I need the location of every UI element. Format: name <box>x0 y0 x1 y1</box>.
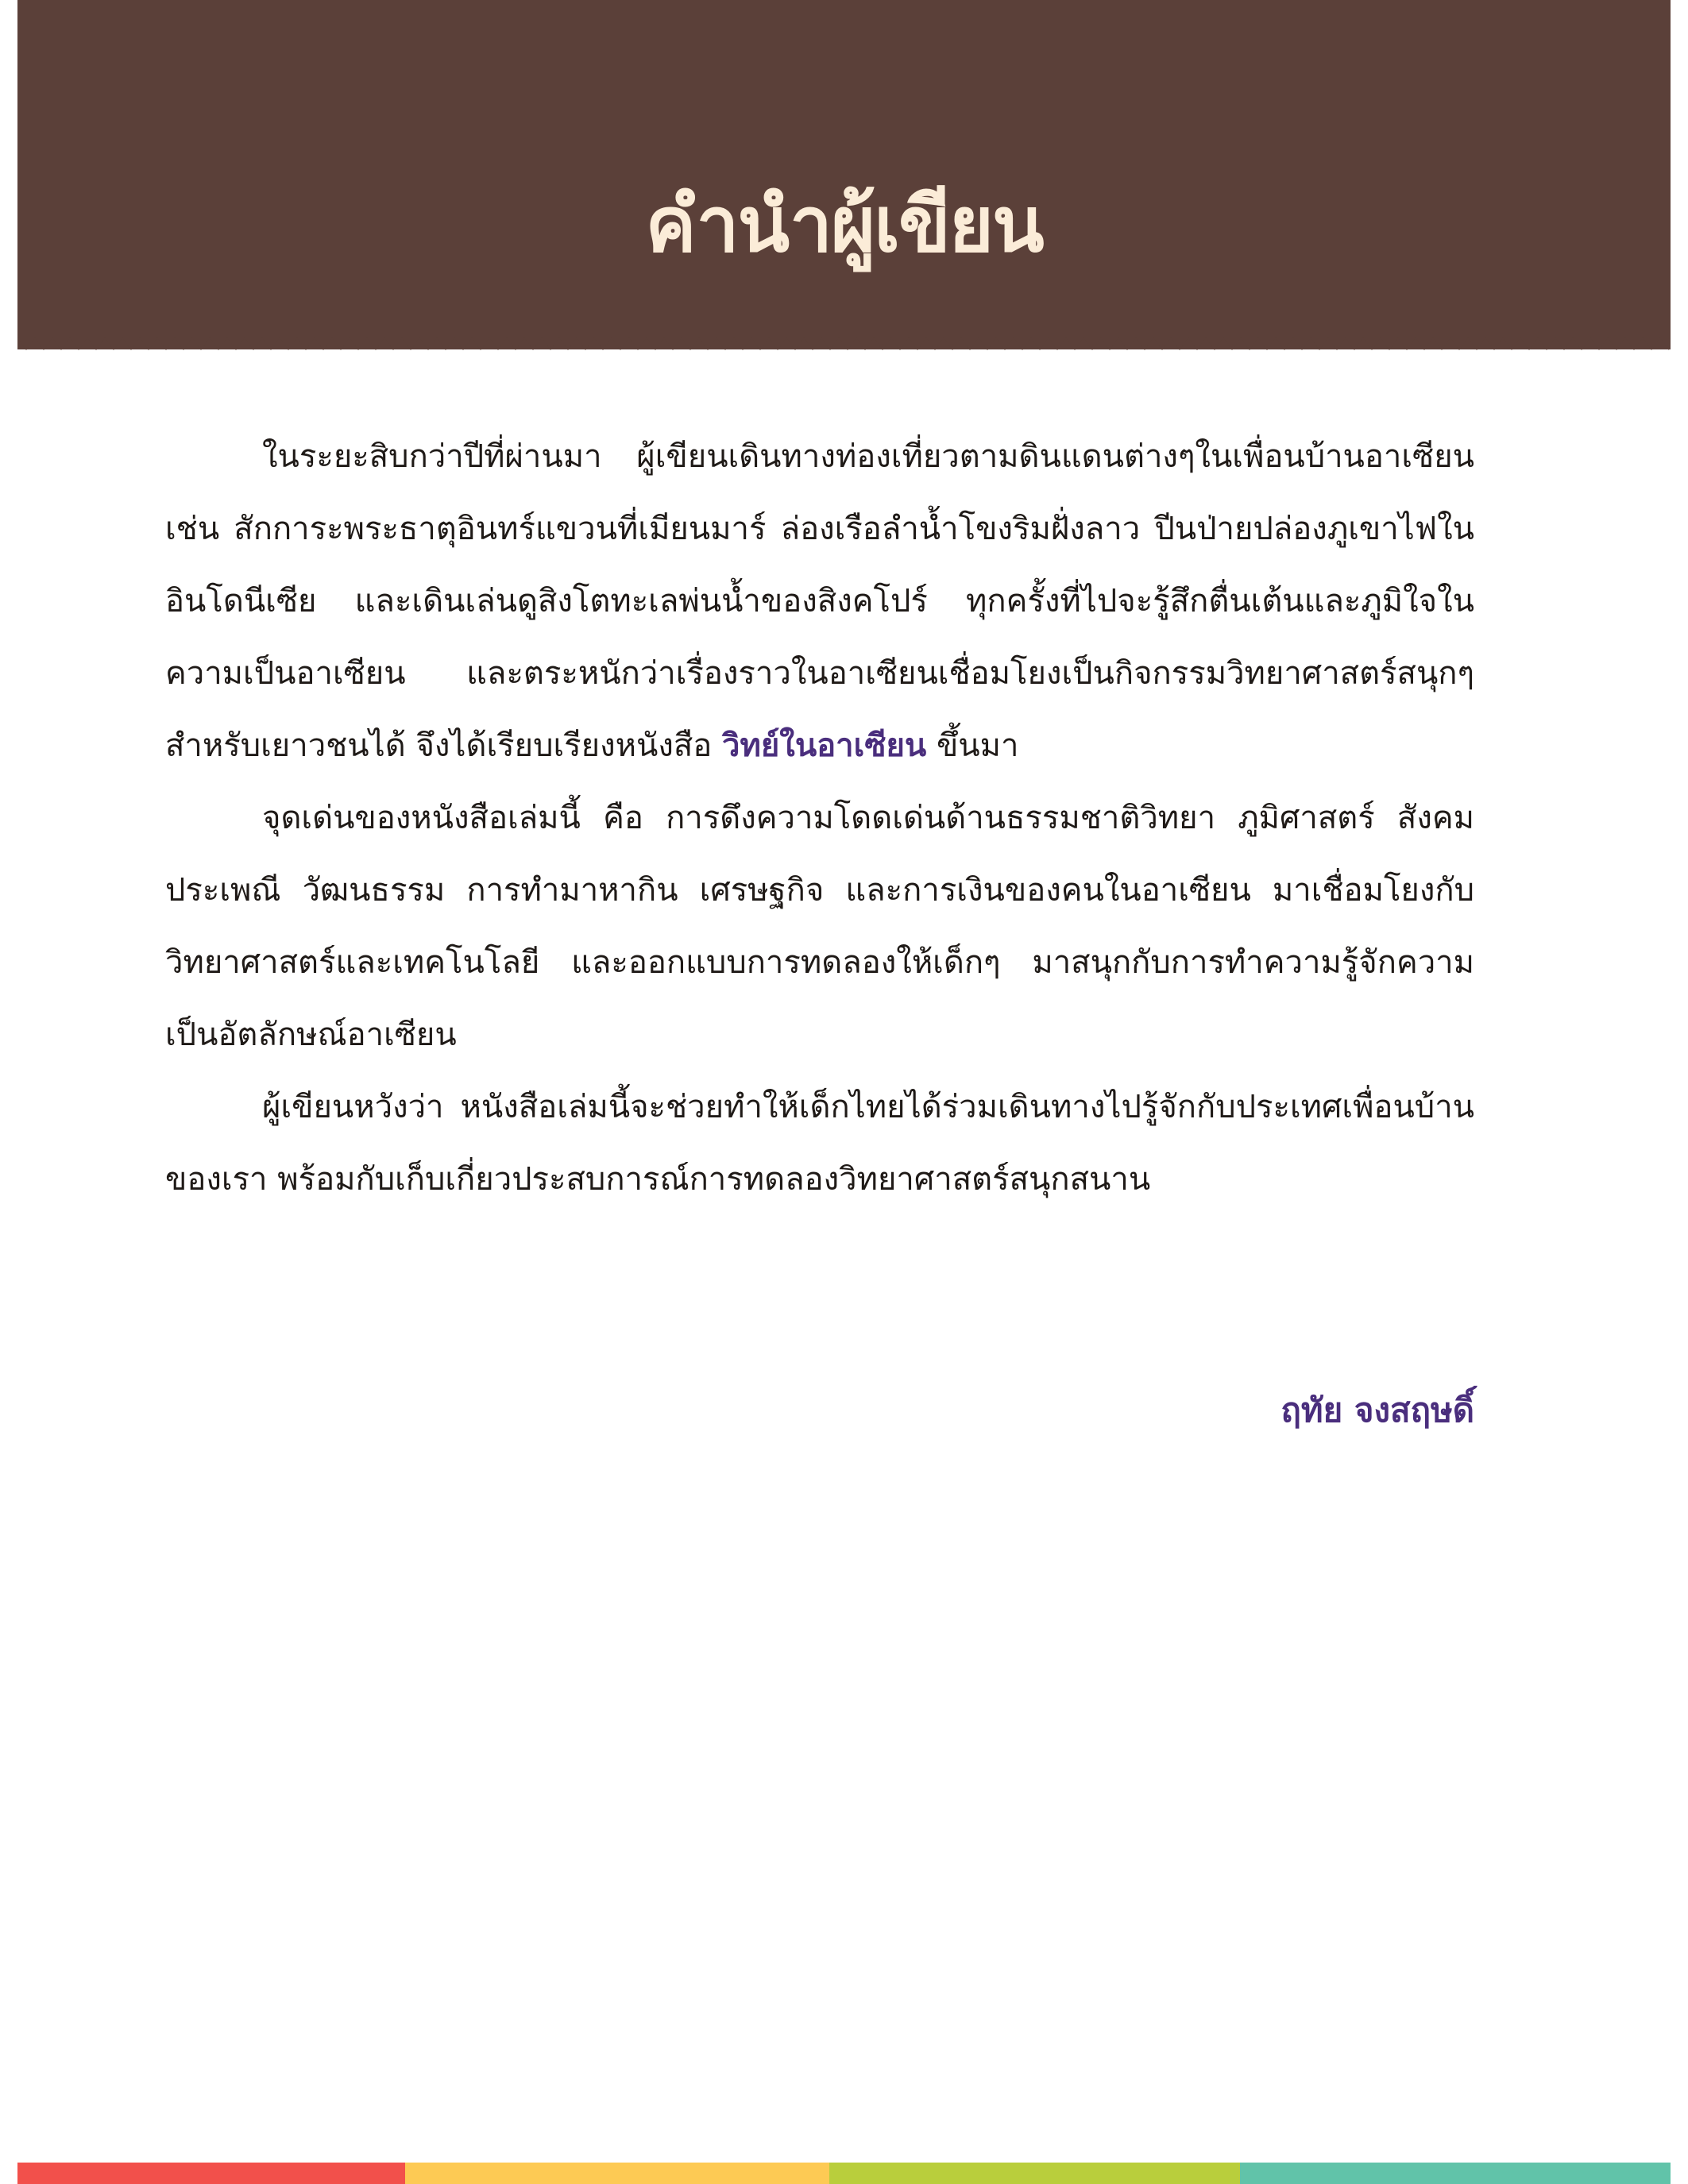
zigzag-teeth <box>17 338 1671 350</box>
paragraph-1-text: ในระยะสิบกว่าปีที่ผ่านมา ผู้เขียนเดินทางท่องเที่ยวตามดินแดนต่างๆในเพื่อนบ้านอาเซียน เช่น สักการะพระธาตุอินทร์แขวนที่เมียนมาร์ ล่องเรือลำน้ำโขงริมฝั่งลาว ปีนป่ายปล่องภูเขาไฟในอินโดนีเซีย และเดินเล่นดูสิงโตทะเลพ่นน้ำของสิงคโปร์ ทุกครั้งที่ไปจะรู้สึกตื่นเต้นและภูมิใจในความเป็นอาเซียน และตระหนักว่าเรื่องราวในอาเซียนเชื่อมโยงเป็นกิจกรรมวิทยาศาสตร์สนุกๆ สำหรับเยาวชนได้ จึงได้เรียบเรียงหนังสือ <box>165 438 1474 764</box>
footer-stripe-segment <box>17 2163 405 2184</box>
preface-body <box>165 421 1474 1216</box>
paragraph-1-ending: ขึ้นมา <box>926 727 1019 764</box>
paragraph-2: จุดเด่นของหนังสือเล่มนี้ คือ การดึงความโดดเด่นด้านธรรมชาติวิทยา ภูมิศาสตร์ สังคมประเพณี วัฒนธรรม การทำมาหากิน เศรษฐกิจ และการเงินของคนในอาเซียน มาเชื่อมโยงกับวิทยาศาสตร์และเทคโนโลยี และออกแบบการทดลองให้เด็กๆ มาสนุกกับการทำความรู้จักความเป็นอัตลักษณ์อาเซียน <box>165 800 1474 1053</box>
author-signature: ฤทัย จงสฤษดิ์ <box>1280 1391 1474 1430</box>
page-title: คำนำผู้เขียน <box>645 180 1043 269</box>
footer-stripe-segment <box>1240 2163 1671 2184</box>
footer-color-stripe <box>17 2163 1671 2184</box>
footer-stripe-segment <box>829 2163 1240 2184</box>
book-title: วิทย์ในอาเซียน <box>722 727 927 764</box>
paragraph-3: ผู้เขียนหวังว่า หนังสือเล่มนี้จะช่วยทำให้เด็กไทยได้ร่วมเดินทางไปรู้จักกับประเทศเพื่อนบ้านของเรา พร้อมกับเก็บเกี่ยวประสบการณ์การทดลองวิทยาศาสตร์สนุกสนาน <box>165 1089 1474 1198</box>
banner-zigzag-edge <box>17 338 1671 355</box>
paragraph-1 <box>165 421 1474 782</box>
footer-stripe-segment <box>405 2163 829 2184</box>
